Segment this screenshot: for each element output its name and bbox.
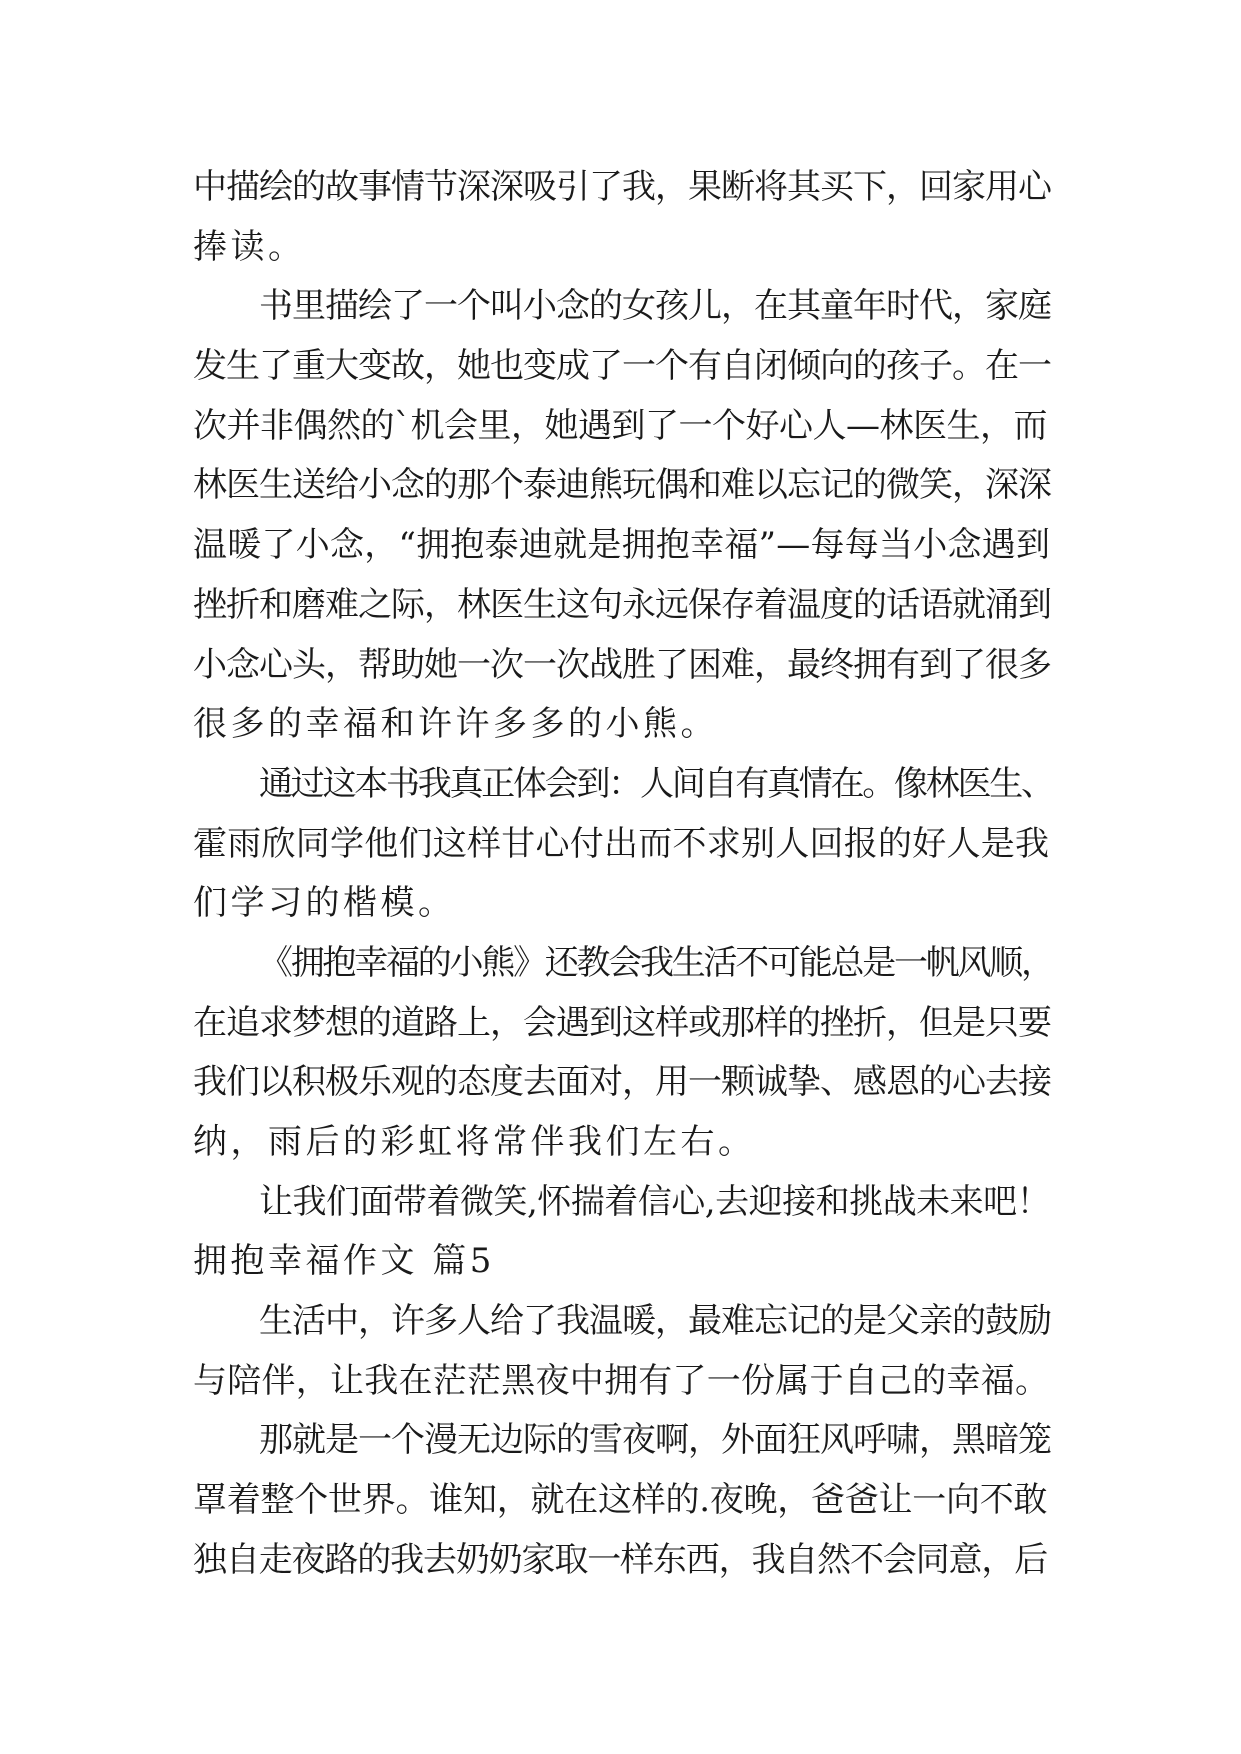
text-line: 独自走夜路的我去奶奶家取一样东西，我自然不会同意，后 [193,1539,1048,1580]
text-line: 在追求梦想的道路上，会遇到这样或那样的挫折，但是只要 [193,1002,1051,1043]
paragraph-start-line: 让我们面带着微笑,怀揣着信心,去迎接和挑战未来吧！ [259,1181,1051,1222]
paragraph-start-line: 书里描绘了一个叫小念的女孩儿，在其童年时代，家庭 [259,286,1051,327]
text-line: 很多的幸福和许许多多的小熊。 [193,704,718,745]
paragraph-start-line: 那就是一个漫无边际的雪夜啊，外面狂风呼啸，黑暗笼 [259,1420,1051,1461]
paragraph-start-line: 生活中，许多人给了我温暖，最难忘记的是父亲的鼓励 [259,1301,1051,1342]
text-line: 们学习的楷模。 [193,883,456,924]
text-line: 小念心头，帮助她一次一次战胜了困难，最终拥有到了很多 [193,644,1051,685]
paragraph-start-line: 通过这本书我真正体会到：人间自有真情在。像林医生、 [259,763,1053,804]
text-line: 次并非偶然的`机会里，她遇到了一个好心人—林医生，而 [193,405,1047,446]
text-line: 发生了重大变故，她也变成了一个有自闭倾向的孩子。在一 [193,346,1051,387]
text-line: 我们以积极乐观的态度去面对，用一颗诚挚、感恩的心去接 [193,1062,1051,1103]
text-line: 与陪伴，让我在茫茫黑夜中拥有了一份属于自己的幸福。 [193,1360,1050,1401]
text-line: 温暖了小念，“拥抱泰迪就是拥抱幸福”—每每当小念遇到 [193,525,1051,566]
text-line: 纳，雨后的彩虹将常伴我们左右。 [193,1122,756,1162]
text-line: 林医生送给小念的那个泰迪熊玩偶和难以忘记的微笑，深深 [193,465,1051,506]
section-heading: 拥抱幸福作文 篇5 [193,1241,495,1282]
text-line: 霍雨欣同学他们这样甘心付出而不求别人回报的好人是我 [193,823,1050,864]
paragraph-start-line: 《拥抱幸福的小熊》还教会我生活不可能总是一帆风顺， [259,942,1053,983]
text-line: 中描绘的故事情节深深吸引了我，果断将其买下，回家用心 [193,167,1051,207]
text-line: 罩着整个世界。谁知，就在这样的.夜晚，爸爸让一向不敢 [193,1480,1048,1521]
document-body [193,158,1053,1591]
text-line: 挫折和磨难之际，林医生这句永远保存着温度的话语就涌到 [193,584,1051,625]
text-line: 捧读。 [193,226,306,267]
